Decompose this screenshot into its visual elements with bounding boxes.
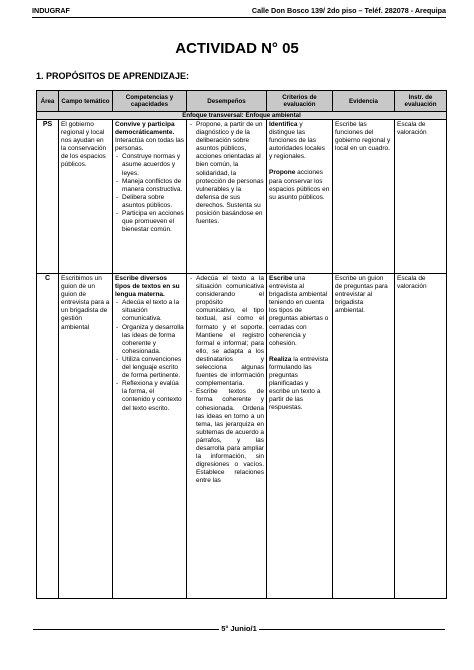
competencias-cell xyxy=(113,120,187,274)
competency-text: Interactúa con todas las personas. xyxy=(115,137,185,153)
campo-cell: El gobierno regional y local nos ayudan en la conservación de los espacios públicos. xyxy=(59,120,113,274)
table-row xyxy=(37,274,447,599)
competencias-cell xyxy=(113,274,187,599)
page-footer xyxy=(32,624,446,633)
header-evidencia: Evidencia xyxy=(333,91,395,112)
list-item: - Propone, a partir de un diagnóstico y de la deliberación sobre asuntos públicos, acciones orientadas al bien común, la solidaridad, la protección de personas vulnerables y la defensa de sus derechos. Sustenta su posición basándose en fuentes. xyxy=(189,121,264,226)
capacities-list xyxy=(115,153,184,234)
header-address: Calle Don Bosco 139/ 2do piso – Teléf. 282078 - Arequipa xyxy=(251,6,446,15)
list-item: - Escribe textos de forma coherente y cohesionada. Ordena las ideas en torno a un tema, las jerarquiza en subtemas de acuerdo a párrafos, y las desarrolla para ampliar la información, sin digresiones o vacíos. Establece relaciones entre las xyxy=(189,388,264,485)
list-item: - Utiliza convenciones del lenguaje escrito de forma pertinente. xyxy=(115,356,184,380)
criterion: Propone acciones para conservar los espacios públicos en su asunto públicos. xyxy=(269,169,330,201)
list-item: - Adecúa el texto a la situación comunicativa. xyxy=(115,299,184,323)
evidencia-cell: Escribe un guion de preguntas para entrevistar al brigadista ambiental. xyxy=(333,274,395,599)
list-item: - Construye normas y asume acuerdos y leyes. xyxy=(115,153,184,177)
header-area: Área xyxy=(37,91,59,112)
header-campo: Campo temático xyxy=(59,91,113,112)
table-row xyxy=(37,120,447,274)
header-desempenos: Desempeños xyxy=(187,91,267,112)
desempeno-cell xyxy=(187,120,267,274)
list-item: - Adecúa el texto a la situación comunicativa considerando el propósito comunicativo, el tipo textual, así como el formato y el soporte. Mantiene el registro formal e informal; para ello, se adapta a los destinatarios y selecciona algunas fuentes de información complementaria. xyxy=(189,275,264,388)
header-competencias: Competencias y capacidades xyxy=(113,91,187,112)
instr-cell: Escala de valoración xyxy=(395,274,447,599)
criterion: Identifica y distingue las funciones de las autoridades locales y regionales. xyxy=(269,121,326,161)
evidencia-cell: Escribe las funciones del gobierno regional y local en un cuadro. xyxy=(333,120,395,274)
footer-line-right xyxy=(259,629,445,630)
area-cell: PS xyxy=(37,120,59,274)
learning-purposes-table xyxy=(36,90,447,599)
list-item: - Participa en acciones que promueven el bienestar común. xyxy=(115,210,184,234)
list-item: - Reflexiona y evalúa la forma, el contenido y contexto del texto escrito. xyxy=(115,380,184,412)
header-instr: Instr. de evaluación xyxy=(395,91,447,112)
section-title: 1. PROPÓSITOS DE APRENDIZAJE: xyxy=(36,71,190,81)
list-item: - Delibera sobre asuntos públicos. xyxy=(115,194,184,210)
page-title: ACTIVIDAD N° 05 xyxy=(175,40,299,57)
transversal-row xyxy=(37,112,447,120)
criterion: Escribe una entrevista al brigadista ambiental teniendo en cuenta los tipos de preguntas abiertas o cerradas con coherencia y cohesión. xyxy=(269,275,329,347)
header-divider xyxy=(32,17,446,18)
list-item: - Organiza y desarrolla las ideas de forma coherente y cohesionada. xyxy=(115,324,184,356)
competency-title: Escribe diversos tipos de textos en su lengua materna. xyxy=(115,275,180,299)
competency-title: Convive y participa democráticamente. xyxy=(115,121,175,137)
table-header-row xyxy=(37,91,447,112)
footer-text: 5° Junio/1 xyxy=(221,624,257,633)
instr-cell: Escala de valoración xyxy=(395,120,447,274)
header-publisher: INDUGRAF xyxy=(32,6,70,15)
capacities-list xyxy=(115,299,184,412)
header-criterios: Criterios de evaluación xyxy=(267,91,333,112)
criterios-cell xyxy=(267,274,333,599)
list-item: - Maneja conflictos de manera constructiva. xyxy=(115,178,184,194)
page-header xyxy=(32,6,446,17)
footer-line-left xyxy=(33,629,219,630)
criterion: Realiza la entrevista formulando las preguntas planificadas y escribe un texto a partir de las respuestas. xyxy=(269,355,329,412)
transversal-approach: Enfoque transversal: Enfoque ambiental xyxy=(37,112,447,120)
criterios-cell xyxy=(267,120,333,274)
campo-cell: Escribimos un guion de un guion de entrevista para a un brigadista de gestión ambiental xyxy=(59,274,113,599)
area-cell: C xyxy=(37,274,59,599)
desempeno-cell xyxy=(187,274,267,599)
